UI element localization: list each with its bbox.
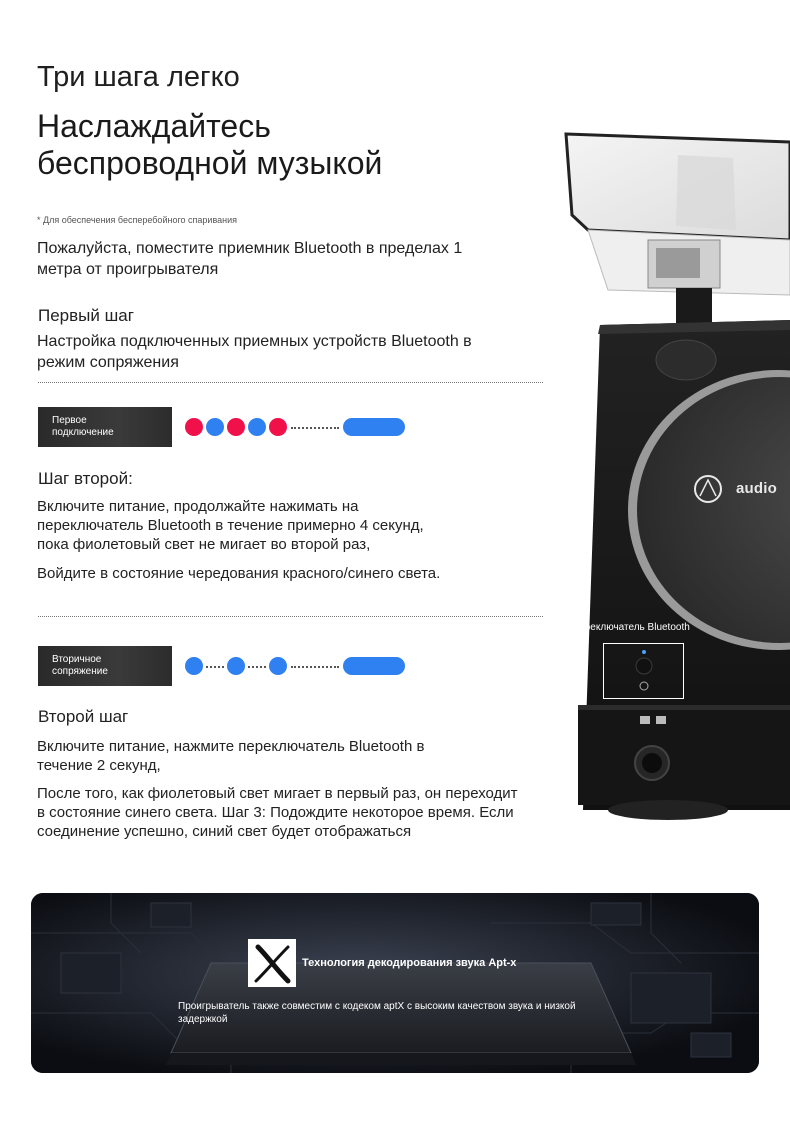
step3-line-3: После того, как фиолетовый свет мигает в первый раз, он переходит	[37, 785, 518, 802]
step3-heading: Второй шаг	[38, 707, 129, 726]
title-line-1: Наслаждайтесь	[37, 108, 271, 144]
dotted-connector	[248, 666, 266, 668]
aptx-logo-icon-graphic	[248, 939, 296, 987]
divider	[38, 382, 543, 383]
blue-light-dot	[227, 657, 245, 675]
footnote: * Для обеспечения бесперебойного спаривания	[37, 215, 238, 225]
red-light-dot	[227, 418, 245, 436]
step3-line-2: течение 2 секунд,	[37, 757, 161, 774]
step2-line-3: пока фиолетовый свет не мигает во второй раз,	[37, 536, 371, 553]
divider	[38, 616, 543, 617]
intro-text	[37, 238, 462, 280]
blue-solid-light	[343, 418, 405, 436]
step1-text	[37, 331, 472, 373]
bluetooth-switch-label: Переключатель Bluetooth	[572, 622, 690, 633]
dotted-connector	[206, 666, 224, 668]
red-light-dot	[269, 418, 287, 436]
aptx-description: Проигрыватель также совместим с кодеком aptX с высоким качеством звука и низкой задержкой	[178, 1001, 576, 1025]
blue-light-dot	[248, 418, 266, 436]
intro-line-1: Пожалуйста, поместите приемник Bluetooth в пределах 1	[37, 240, 463, 257]
step1-line-2: режим сопряжения	[37, 354, 179, 371]
step1-line-1: Настройка подключенных приемных устройств Bluetooth в	[37, 333, 472, 350]
title-line-2: беспроводной музыкой	[37, 145, 383, 181]
step1-heading: Первый шаг	[38, 306, 134, 325]
bluetooth-switch-highlight	[603, 643, 684, 699]
step3-text-b	[37, 784, 518, 841]
step3-text-a	[37, 737, 424, 775]
turntable-image	[548, 120, 790, 820]
blue-light-dot	[185, 657, 203, 675]
circuit-board-image	[31, 893, 759, 1073]
aptx-feature-card	[31, 893, 759, 1073]
step3-line-1: Включите питание, нажмите переключатель Bluetooth в	[37, 738, 425, 755]
first-pairing-label-line-1: Первое	[52, 415, 87, 426]
first-pairing-label	[38, 407, 172, 447]
blue-light-dot	[269, 657, 287, 675]
aptx-logo-icon	[248, 939, 296, 987]
secondary-pairing-label-line-2: сопряжение	[52, 666, 108, 677]
step3-line-4: в состояние синего света. Шаг 3: Подождите некоторое время. Если	[37, 804, 514, 821]
step3-line-5: соединение успешно, синий свет будет отображаться	[37, 823, 412, 840]
red-light-dot	[185, 418, 203, 436]
page-subtitle: Три шага легко	[37, 61, 240, 93]
step2-line-2: переключатель Bluetooth в течение примерно 4 секунд,	[37, 517, 424, 534]
step2-line-1: Включите питание, продолжайте нажимать на	[37, 498, 359, 515]
dotted-connector	[291, 427, 339, 429]
step2-line-4: Войдите в состояние чередования красного/синего света.	[37, 565, 441, 582]
blue-light-dot	[206, 418, 224, 436]
page-title	[37, 108, 382, 182]
first-pairing-label-line-2: подключение	[52, 427, 114, 438]
secondary-pairing-label	[38, 646, 172, 686]
blue-solid-light	[343, 657, 405, 675]
brand-logo-text: audio	[736, 480, 777, 497]
step2-text	[37, 497, 424, 554]
step2-heading: Шаг второй:	[38, 469, 133, 488]
secondary-pairing-label-line-1: Вторичное	[52, 654, 102, 665]
aptx-title: Технология декодирования звука Apt-x	[302, 957, 517, 969]
dotted-connector	[291, 666, 339, 668]
turntable-drawing	[548, 120, 790, 820]
intro-line-2: метра от проигрывателя	[37, 261, 219, 278]
